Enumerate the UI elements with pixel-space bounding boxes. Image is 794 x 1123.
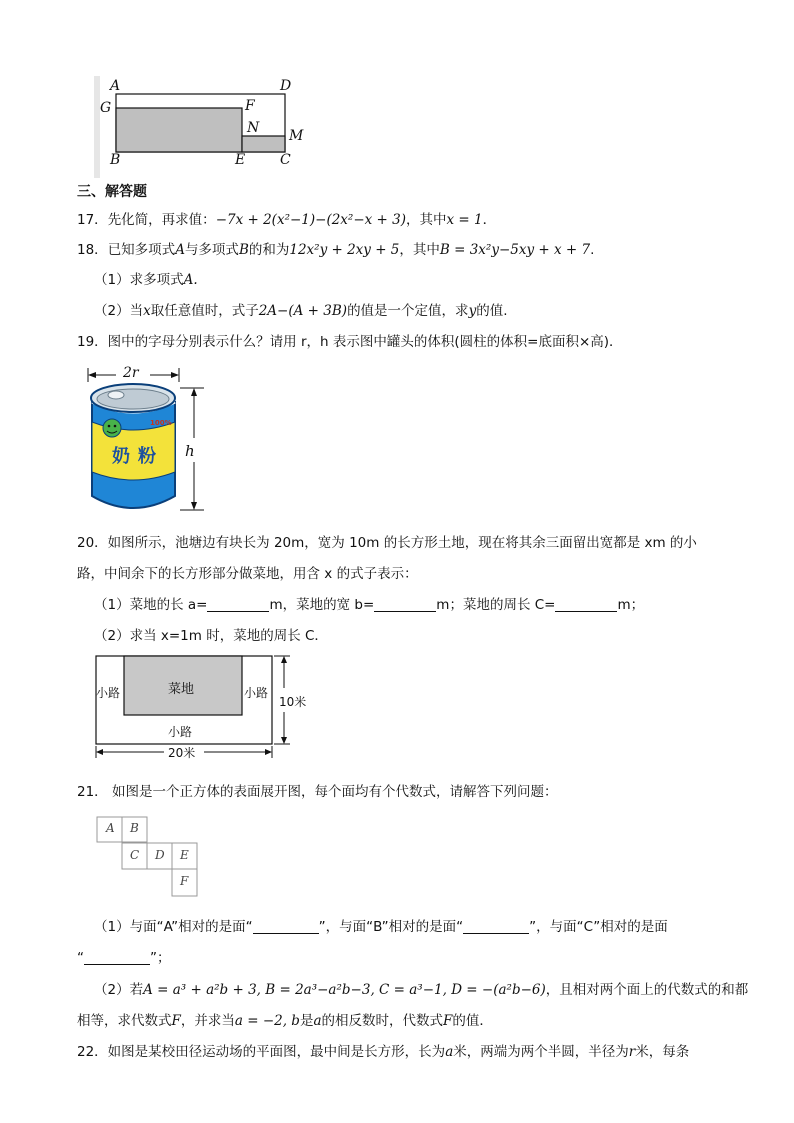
question-21: 21． 如图是一个正方体的表面展开图，每个面均有个代数式，请解答下列问题： [77, 784, 558, 800]
question-18-part-1: （1）求多项式A. [94, 272, 198, 288]
path-left-label: 小路 [96, 686, 121, 700]
figure-rectangles [94, 76, 319, 178]
section-heading: 三、解答题 [77, 184, 147, 200]
label-A: A [110, 78, 121, 94]
answer-blank-opposite-C[interactable] [84, 950, 150, 965]
question-20-part-1: （1）菜地的长 a= m，菜地的宽 b= m；菜地的周长 C= m； [94, 597, 645, 613]
figure-cube-net [96, 816, 200, 898]
net-face-B: B [130, 821, 139, 835]
can-brand-text: 奶粉 [112, 446, 164, 467]
question-18: 18．已知多项式A与多项式B的和为12x²y + 2xy + 5，其中B = 3x²y−5xy + x + 7. [77, 242, 595, 258]
can-height-label: h [185, 442, 195, 460]
figure-garden [90, 652, 320, 762]
label-E: E [235, 152, 246, 168]
label-F: F [245, 98, 255, 114]
answer-blank-opposite-A[interactable] [253, 919, 319, 934]
question-20-part-2: （2）求当 x=1m 时，菜地的周长 C． [94, 628, 328, 644]
can-illustration [86, 362, 216, 514]
path-bottom-label: 小路 [168, 725, 193, 739]
width-label: 20米 [168, 746, 196, 760]
answer-blank-width[interactable] [374, 597, 436, 612]
answer-blank-length[interactable] [207, 597, 269, 612]
q21-expressions: A = a³ + a²b + 3, B = 2a³−a²b−3, C = a³−1, D = −(a²b−6) [143, 982, 546, 998]
label-M: M [289, 128, 304, 144]
question-21-part-2: （2）若A = a³ + a²b + 3, B = 2a³−a²b−3, C = a³−1, D = −(a²b−6)，且相对两个面上的代数式的和都 [94, 982, 749, 998]
question-18-part-2: （2）当x取任意值时，式子2A−(A + 3B)的值是一个定值，求y的值. [94, 303, 508, 319]
answer-blank-perimeter[interactable] [555, 597, 617, 612]
net-face-F: F [180, 874, 189, 888]
label-N: N [247, 120, 260, 136]
q17-expression: −7x + 2(x²−1)−(2x²−x + 3) [215, 212, 407, 228]
question-21-part-1-cont: “ ”； [77, 950, 171, 966]
net-face-E: E [180, 848, 189, 862]
can-width-label: 2r [123, 365, 139, 381]
question-21-part-1: （1）与面“A”相对的是面“ ”，与面“B”相对的是面“ ”，与面“C”相对的是面 [94, 919, 668, 935]
label-B: B [110, 152, 121, 168]
figure-can [86, 362, 216, 514]
question-20-line-2: 路，中间余下的长方形部分做菜地，用含 x 的式子表示： [77, 566, 418, 582]
question-17: 17．先化简，再求值：−7x + 2(x²−1)−(2x²−x + 3)，其中x = 1． [77, 212, 497, 228]
question-22: 22．如图是某校田径运动场的平面图，最中间是长方形，长为a米，两端为两个半圆，半径为r米，每条 [77, 1044, 690, 1060]
q18-sum: 12x²y + 2xy + 5 [289, 242, 400, 258]
q18-b-expression: B = 3x²y−5xy + x + 7 [439, 242, 591, 258]
question-20-line-1: 20．如图所示，池塘边有块长为 20m，宽为 10m 的长方形土地，现在将其余三面留出宽都是 xm 的小 [77, 535, 697, 551]
answer-blank-opposite-B[interactable] [463, 919, 529, 934]
label-D: D [280, 78, 292, 94]
net-face-A: A [106, 821, 115, 835]
net-face-C: C [130, 848, 140, 862]
height-label: 10米 [279, 695, 307, 709]
path-right-label: 小路 [244, 686, 269, 700]
question-19: 19．图中的字母分别表示什么？请用 r，h 表示图中罐头的体积(圆柱的体积=底面积×高)． [77, 334, 623, 350]
garden-label: 菜地 [168, 682, 195, 697]
label-C: C [280, 152, 291, 168]
net-face-D: D [155, 848, 165, 862]
question-21-part-2-cont: 相等，求代数式F，并求当a = −2, b是a的相反数时，代数式F的值． [77, 1013, 493, 1029]
can-percent-badge: 100% [150, 419, 172, 427]
label-G: G [100, 100, 112, 116]
